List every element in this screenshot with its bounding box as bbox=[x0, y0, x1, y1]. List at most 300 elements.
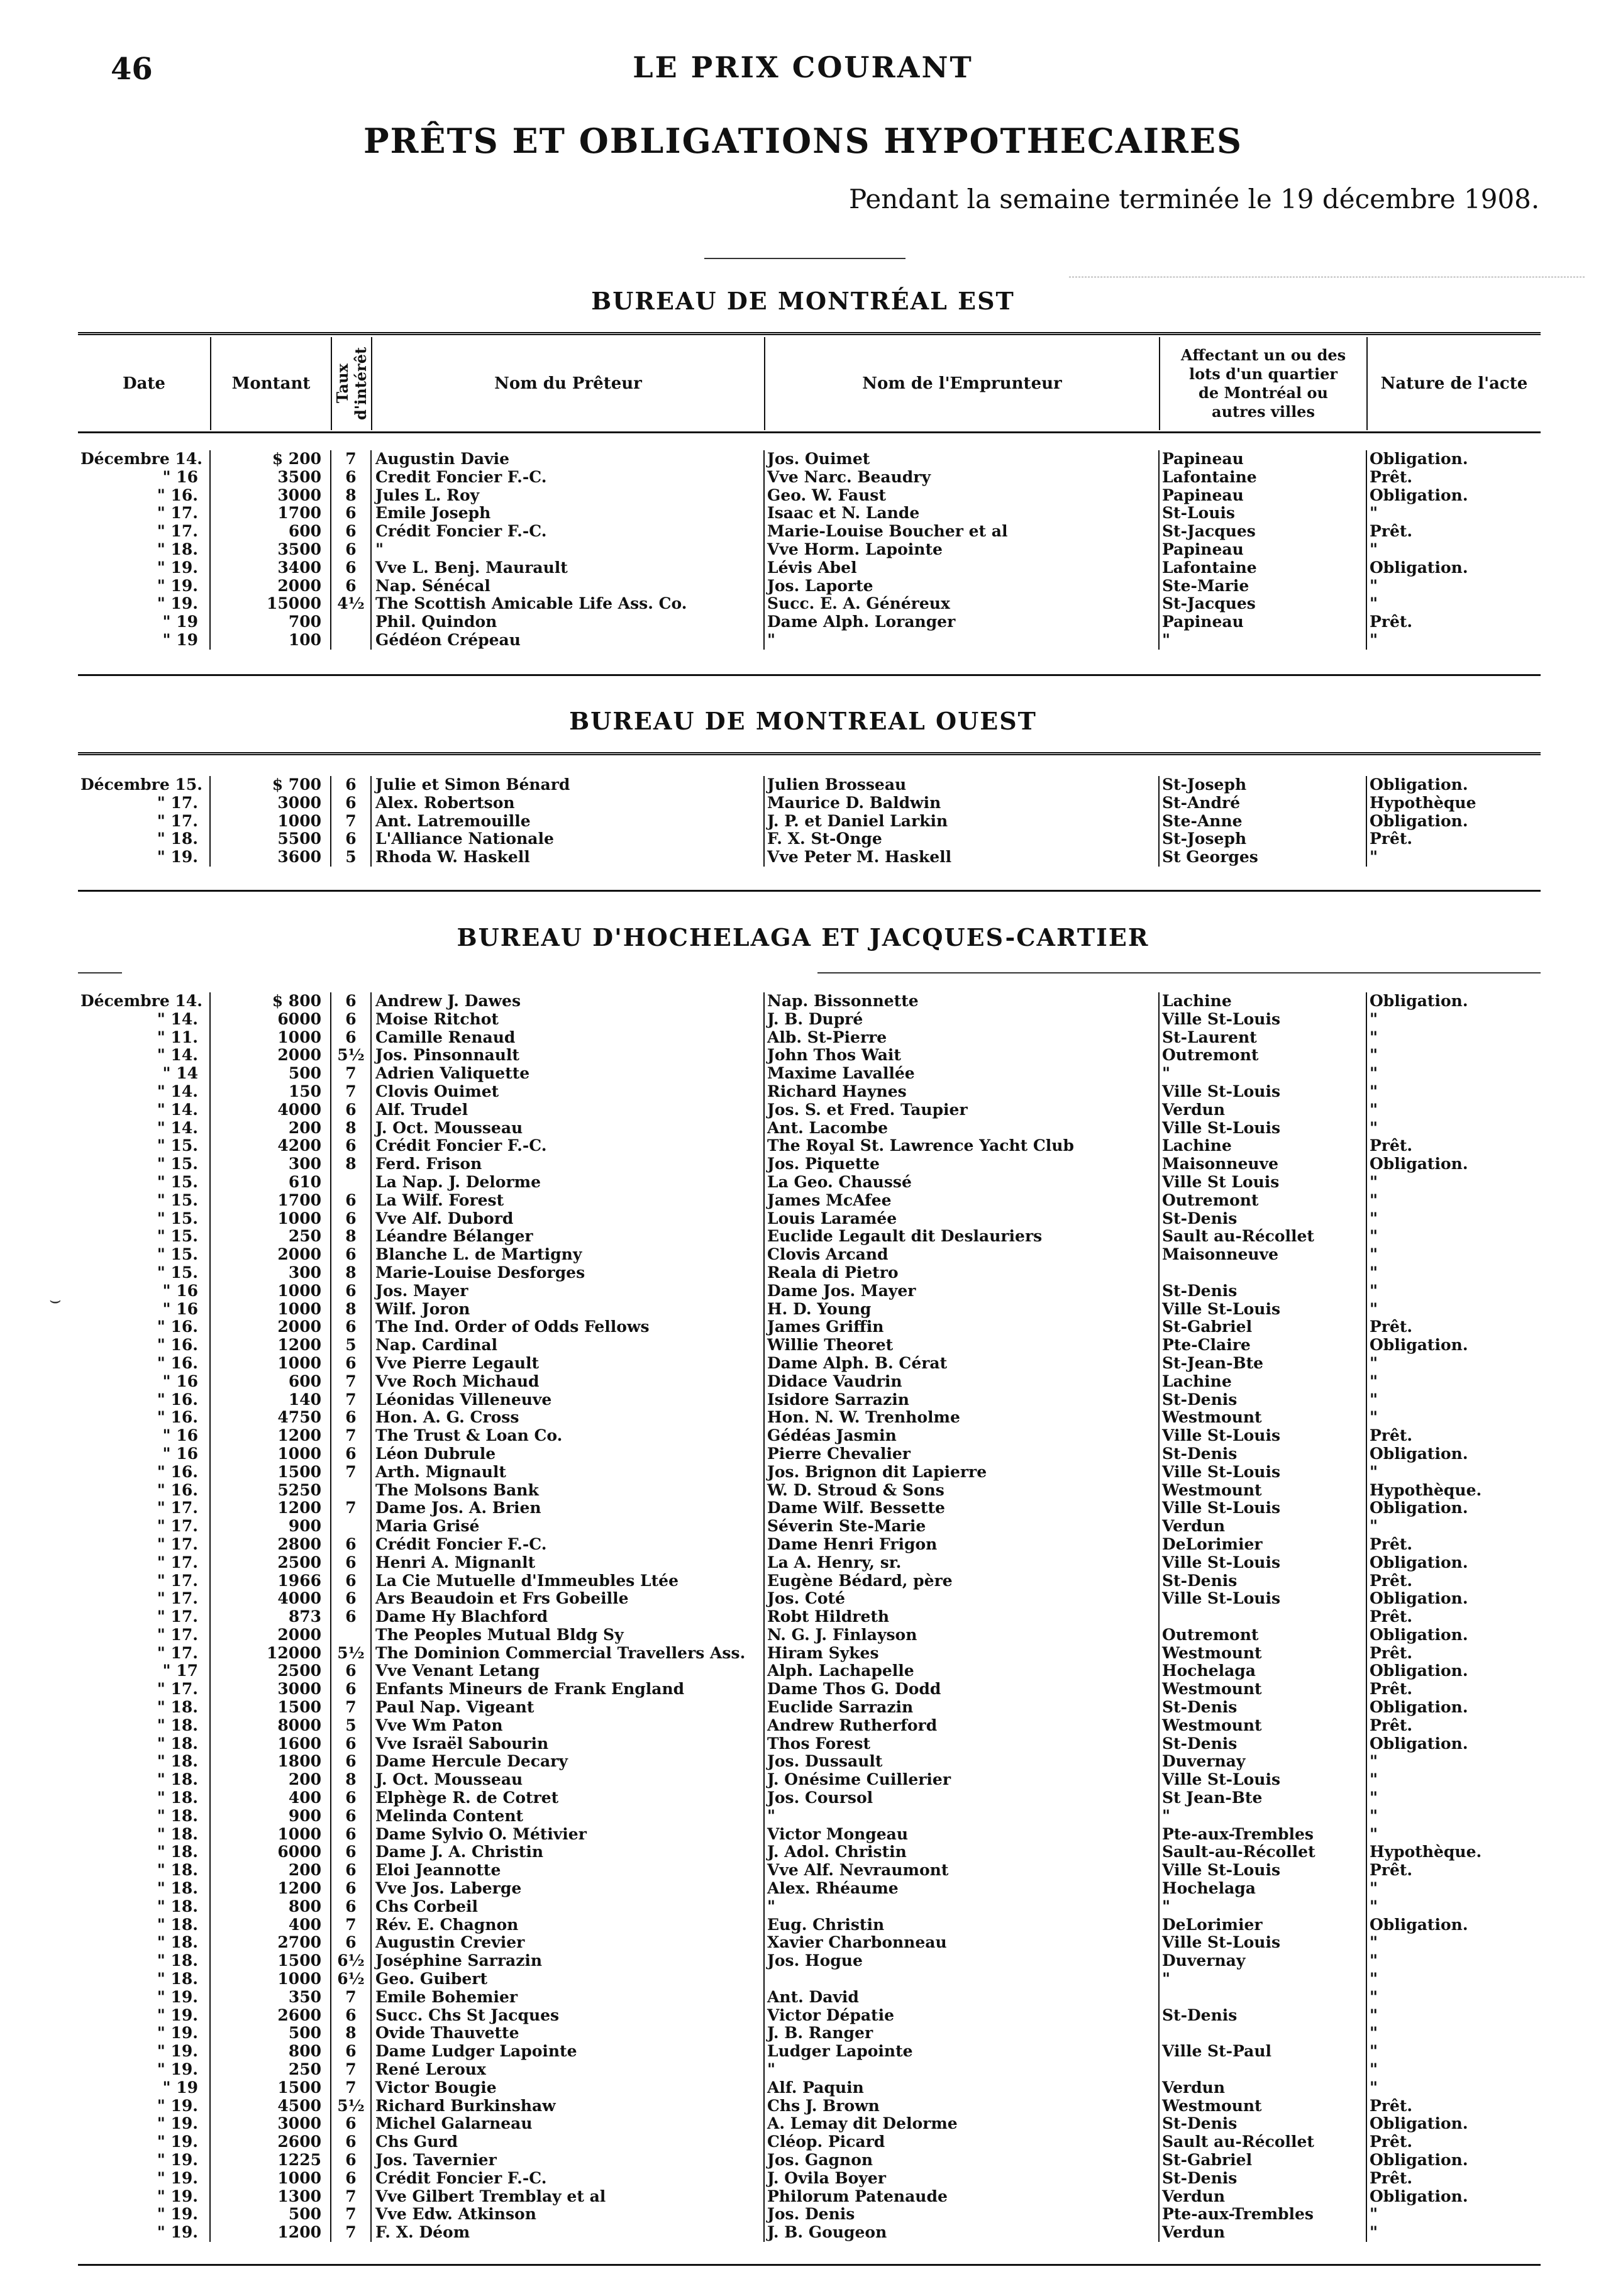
row-rate: 7 bbox=[331, 2079, 371, 2097]
row-lender: Vve Pierre Legault bbox=[371, 1355, 764, 1373]
row-location: St-Jean-Bte bbox=[1159, 1355, 1366, 1373]
table-row bbox=[78, 1916, 1541, 1934]
row-rate: 7 bbox=[331, 2224, 371, 2242]
row-location: Duvernay bbox=[1159, 1952, 1366, 1970]
row-rate: 6 bbox=[331, 1826, 371, 1844]
row-borrower: Euclide Sarrazin bbox=[764, 1699, 1159, 1717]
table-row bbox=[78, 830, 1541, 848]
row-borrower: Jos. Gagnon bbox=[764, 2151, 1159, 2170]
row-location: " bbox=[1159, 1065, 1366, 1083]
row-rate: 6 bbox=[331, 1282, 371, 1301]
row-lender: Jos. Pinsonnault bbox=[371, 1046, 764, 1065]
table-row bbox=[78, 1554, 1541, 1572]
row-borrower: Didace Vaudrin bbox=[764, 1373, 1159, 1391]
row-location: Ville St Louis bbox=[1159, 1173, 1366, 1192]
row-borrower: Ludger Lapointe bbox=[764, 2043, 1159, 2061]
row-location bbox=[1159, 1608, 1366, 1626]
row-amount: 1000 bbox=[210, 1301, 331, 1319]
row-borrower: J. Ovila Boyer bbox=[764, 2170, 1159, 2188]
row-lender: Wilf. Joron bbox=[371, 1301, 764, 1319]
row-amount: $ 200 bbox=[210, 450, 331, 469]
row-date: " 18. bbox=[157, 1861, 198, 1880]
row-lender: Adrien Valiquette bbox=[371, 1065, 764, 1083]
table-row bbox=[78, 487, 1541, 505]
row-lender: Ars Beaudoin et Frs Gobeille bbox=[371, 1590, 764, 1608]
row-nature: " bbox=[1366, 1807, 1541, 1826]
row-rate: 7 bbox=[331, 1065, 371, 1083]
table-row bbox=[78, 1517, 1541, 1536]
row-lender: Dame Jos. A. Brien bbox=[371, 1499, 764, 1517]
row-location: Verdun bbox=[1159, 2224, 1366, 2242]
row-location: Lachine bbox=[1159, 992, 1366, 1011]
row-rate: 5½ bbox=[331, 2097, 371, 2116]
row-location: Westmount bbox=[1159, 1680, 1366, 1699]
table-row bbox=[78, 2024, 1541, 2043]
table-row bbox=[78, 1482, 1541, 1500]
row-rate: 7 bbox=[331, 1391, 371, 1409]
col-header-location bbox=[1159, 337, 1366, 430]
row-amount: 2500 bbox=[210, 1662, 331, 1680]
table-row bbox=[78, 1499, 1541, 1517]
row-borrower: Succ. E. A. Généreux bbox=[764, 595, 1159, 613]
row-date: " 19. bbox=[157, 2151, 198, 2169]
row-amount: 1000 bbox=[210, 1826, 331, 1844]
row-nature: " bbox=[1366, 1065, 1541, 1083]
row-lender: Enfants Mineurs de Frank England bbox=[371, 1680, 764, 1699]
row-date: " 15. bbox=[157, 1137, 198, 1155]
row-location: Ville St-Louis bbox=[1159, 1934, 1366, 1952]
row-borrower: Pierre Chevalier bbox=[764, 1445, 1159, 1463]
row-lender: Dame Ludger Lapointe bbox=[371, 2043, 764, 2061]
table-row bbox=[78, 523, 1541, 541]
row-date: " 18. bbox=[157, 1934, 198, 1952]
row-lender: Arth. Mignault bbox=[371, 1463, 764, 1482]
row-nature: " bbox=[1366, 2079, 1541, 2097]
row-nature: " bbox=[1366, 1210, 1541, 1228]
row-rate: 6½ bbox=[331, 1970, 371, 1988]
table-row bbox=[78, 1336, 1541, 1355]
row-date: " 17. bbox=[157, 1680, 198, 1699]
row-rate: 8 bbox=[331, 1155, 371, 1173]
row-borrower: " bbox=[764, 1807, 1159, 1826]
row-nature: Prêt. bbox=[1366, 1644, 1541, 1663]
row-borrower: Jos. Hogue bbox=[764, 1952, 1159, 1970]
row-location: Lachine bbox=[1159, 1373, 1366, 1391]
row-rate: 6 bbox=[331, 2007, 371, 2025]
row-location: Ville St-Paul bbox=[1159, 2043, 1366, 2061]
row-nature: Prêt. bbox=[1366, 1318, 1541, 1336]
row-lender: Julie et Simon Bénard bbox=[371, 776, 764, 794]
row-date: " 17. bbox=[157, 1553, 198, 1572]
row-location: St-Denis bbox=[1159, 1572, 1366, 1590]
row-date: " 18. bbox=[157, 1897, 198, 1916]
row-amount: 200 bbox=[210, 1861, 331, 1880]
row-borrower: Nap. Bissonnette bbox=[764, 992, 1159, 1011]
row-location: Papineau bbox=[1159, 450, 1366, 469]
table-row bbox=[78, 1789, 1541, 1807]
row-location: St Georges bbox=[1159, 848, 1366, 867]
row-amount: 1200 bbox=[210, 1427, 331, 1445]
row-borrower: Jos. Denis bbox=[764, 2205, 1159, 2224]
table-row bbox=[78, 1536, 1541, 1554]
table-row bbox=[78, 1427, 1541, 1445]
row-nature: " bbox=[1366, 1029, 1541, 1047]
row-amount: 600 bbox=[210, 1373, 331, 1391]
row-lender: Richard Burkinshaw bbox=[371, 2097, 764, 2116]
row-nature: " bbox=[1366, 2007, 1541, 2025]
row-date: " 19. bbox=[157, 2024, 198, 2043]
location-line-1: Affectant un ou des bbox=[1180, 346, 1346, 364]
row-date: " 17. bbox=[157, 1499, 198, 1517]
row-rate: 7 bbox=[331, 1916, 371, 1934]
row-amount: 2800 bbox=[210, 1536, 331, 1554]
row-nature: Obligation. bbox=[1366, 1626, 1541, 1644]
row-amount: 6000 bbox=[210, 1011, 331, 1029]
row-rate: 6 bbox=[331, 1807, 371, 1826]
row-amount: 3000 bbox=[210, 1680, 331, 1699]
row-nature: Hypothèque. bbox=[1366, 1843, 1541, 1861]
page-bottom-rule bbox=[78, 2264, 1541, 2266]
row-amount: 4200 bbox=[210, 1137, 331, 1155]
row-date: " 14. bbox=[157, 1101, 198, 1119]
row-lender: Blanche L. de Martigny bbox=[371, 1246, 764, 1264]
row-borrower: Xavier Charbonneau bbox=[764, 1934, 1159, 1952]
table-row bbox=[78, 812, 1541, 831]
row-location bbox=[1159, 1988, 1366, 2007]
row-lender: The Peoples Mutual Bldg Sy bbox=[371, 1626, 764, 1644]
row-amount: 1600 bbox=[210, 1735, 331, 1753]
table-row bbox=[78, 450, 1541, 469]
table-row bbox=[78, 2224, 1541, 2242]
row-lender: Vve Venant Letang bbox=[371, 1662, 764, 1680]
row-lender: Clovis Ouimet bbox=[371, 1083, 764, 1101]
row-borrower: Jos. Laporte bbox=[764, 577, 1159, 596]
table-row bbox=[78, 1807, 1541, 1826]
table-row bbox=[78, 1861, 1541, 1880]
row-amount: 1000 bbox=[210, 1282, 331, 1301]
row-lender: Andrew J. Dawes bbox=[371, 992, 764, 1011]
row-nature: Prêt. bbox=[1366, 523, 1541, 541]
row-location: DeLorimier bbox=[1159, 1916, 1366, 1934]
row-location: St-Louis bbox=[1159, 504, 1366, 523]
row-nature: Obligation. bbox=[1366, 812, 1541, 831]
row-lender: Augustin Davie bbox=[371, 450, 764, 469]
table-row bbox=[78, 2115, 1541, 2133]
section-ouest-end-rule bbox=[78, 890, 1541, 892]
table-row bbox=[78, 1210, 1541, 1228]
row-borrower: Richard Haynes bbox=[764, 1083, 1159, 1101]
row-nature: Obligation. bbox=[1366, 1735, 1541, 1753]
row-rate: 6 bbox=[331, 1843, 371, 1861]
row-borrower: Clovis Arcand bbox=[764, 1246, 1159, 1264]
table-row bbox=[78, 1735, 1541, 1753]
row-date: " 19 bbox=[162, 2078, 198, 2097]
row-nature: " bbox=[1366, 2205, 1541, 2224]
row-lender: The Scottish Amicable Life Ass. Co. bbox=[371, 595, 764, 613]
row-rate: 6 bbox=[331, 1192, 371, 1210]
row-date: " 16. bbox=[157, 1409, 198, 1427]
row-nature: " bbox=[1366, 1391, 1541, 1409]
row-nature: Obligation. bbox=[1366, 559, 1541, 577]
table-row bbox=[78, 1717, 1541, 1735]
row-nature: Prêt. bbox=[1366, 2133, 1541, 2151]
row-amount: 3400 bbox=[210, 559, 331, 577]
row-date: " 19. bbox=[157, 2115, 198, 2133]
row-lender: Alf. Trudel bbox=[371, 1101, 764, 1119]
row-amount: 3500 bbox=[210, 541, 331, 559]
row-location: St-André bbox=[1159, 794, 1366, 812]
row-amount: 1500 bbox=[210, 1952, 331, 1970]
row-date: " 16 bbox=[162, 1282, 198, 1300]
row-location: Maisonneuve bbox=[1159, 1246, 1366, 1264]
row-location: Pte-aux-Trembles bbox=[1159, 1826, 1366, 1844]
row-date: " 16. bbox=[157, 1463, 198, 1481]
row-rate: 7 bbox=[331, 2188, 371, 2206]
row-date: " 14 bbox=[162, 1065, 198, 1083]
row-location: Ville St-Louis bbox=[1159, 1119, 1366, 1138]
row-borrower: Séverin Ste-Marie bbox=[764, 1517, 1159, 1536]
col-header-rate bbox=[331, 337, 371, 430]
table-row bbox=[78, 2061, 1541, 2079]
row-rate: 5 bbox=[331, 1336, 371, 1355]
row-date: " 17. bbox=[157, 794, 198, 812]
row-lender: Crédit Foncier F.-C. bbox=[371, 1137, 764, 1155]
row-date: " 17. bbox=[157, 1590, 198, 1608]
row-nature: " bbox=[1366, 1771, 1541, 1789]
row-location: Ville St-Louis bbox=[1159, 1301, 1366, 1319]
row-location bbox=[1159, 2024, 1366, 2043]
row-date: " 17. bbox=[157, 812, 198, 830]
row-nature: " bbox=[1366, 1409, 1541, 1427]
row-amount: 1000 bbox=[210, 1970, 331, 1988]
row-nature: Obligation. bbox=[1366, 1155, 1541, 1173]
row-rate: 7 bbox=[331, 2061, 371, 2079]
row-amount: 1200 bbox=[210, 1336, 331, 1355]
row-borrower: The Royal St. Lawrence Yacht Club bbox=[764, 1137, 1159, 1155]
row-borrower: Isaac et N. Lande bbox=[764, 504, 1159, 523]
table-row bbox=[78, 1228, 1541, 1246]
table-row bbox=[78, 2133, 1541, 2151]
row-borrower: Vve Peter M. Haskell bbox=[764, 848, 1159, 867]
row-rate: 7 bbox=[331, 1427, 371, 1445]
table-row bbox=[78, 1463, 1541, 1482]
row-date: Décembre 15. bbox=[80, 776, 202, 794]
row-nature: Hypothèque. bbox=[1366, 1482, 1541, 1500]
row-amount: 800 bbox=[210, 1898, 331, 1916]
table-row bbox=[78, 1880, 1541, 1898]
row-borrower: Philorum Patenaude bbox=[764, 2188, 1159, 2206]
row-location: Ville St-Louis bbox=[1159, 1590, 1366, 1608]
table-row bbox=[78, 794, 1541, 812]
row-borrower: Eug. Christin bbox=[764, 1916, 1159, 1934]
row-date: " 17. bbox=[157, 1644, 198, 1662]
table-row bbox=[78, 2170, 1541, 2188]
journal-title: LE PRIX COURANT bbox=[633, 50, 973, 84]
row-nature: " bbox=[1366, 1083, 1541, 1101]
row-date: " 17. bbox=[157, 1608, 198, 1626]
row-rate: 8 bbox=[331, 1301, 371, 1319]
col-header-amount: Montant bbox=[210, 337, 331, 430]
row-location: Verdun bbox=[1159, 1101, 1366, 1119]
row-nature: Prêt. bbox=[1366, 1861, 1541, 1880]
row-date: " 18. bbox=[157, 1880, 198, 1898]
row-date: " 18. bbox=[157, 1789, 198, 1807]
row-lender: Henri A. Mignanlt bbox=[371, 1554, 764, 1572]
row-nature: " bbox=[1366, 1517, 1541, 1536]
row-amount: 1500 bbox=[210, 2079, 331, 2097]
row-location: St-Jacques bbox=[1159, 595, 1366, 613]
row-lender: Léonidas Villeneuve bbox=[371, 1391, 764, 1409]
row-lender: Gédéon Crépeau bbox=[371, 631, 764, 650]
row-borrower: " bbox=[764, 1898, 1159, 1916]
row-borrower: N. G. J. Finlayson bbox=[764, 1626, 1159, 1644]
row-date: " 19. bbox=[157, 2187, 198, 2205]
row-lender: Alex. Robertson bbox=[371, 794, 764, 812]
row-rate: 5½ bbox=[331, 1644, 371, 1663]
table-row bbox=[78, 1680, 1541, 1699]
row-borrower: James Griffin bbox=[764, 1318, 1159, 1336]
row-location: Papineau bbox=[1159, 613, 1366, 631]
row-borrower: Robt Hildreth bbox=[764, 1608, 1159, 1626]
table-row bbox=[78, 1029, 1541, 1047]
row-rate: 6 bbox=[331, 1355, 371, 1373]
row-date: " 19 bbox=[162, 613, 198, 631]
row-date: " 18. bbox=[157, 1771, 198, 1789]
row-amount: 900 bbox=[210, 1807, 331, 1826]
row-date: " 14. bbox=[157, 1119, 198, 1137]
table-row bbox=[78, 559, 1541, 577]
row-nature: Obligation. bbox=[1366, 992, 1541, 1011]
table-row bbox=[78, 1119, 1541, 1138]
row-lender: La Nap. J. Delorme bbox=[371, 1173, 764, 1192]
row-lender: " bbox=[371, 541, 764, 559]
row-nature: " bbox=[1366, 1880, 1541, 1898]
row-borrower: Jos. Piquette bbox=[764, 1155, 1159, 1173]
row-amount: 500 bbox=[210, 2024, 331, 2043]
row-lender: Michel Galarneau bbox=[371, 2115, 764, 2133]
row-amount: 1000 bbox=[210, 1029, 331, 1047]
row-borrower: La A. Henry, sr. bbox=[764, 1554, 1159, 1572]
row-lender: Dame J. A. Christin bbox=[371, 1843, 764, 1861]
row-location: Pte-Claire bbox=[1159, 1336, 1366, 1355]
row-lender: Dame Sylvio O. Métivier bbox=[371, 1826, 764, 1844]
row-amount: 12000 bbox=[210, 1644, 331, 1663]
row-location: DeLorimier bbox=[1159, 1536, 1366, 1554]
row-rate: 7 bbox=[331, 1373, 371, 1391]
row-nature: Obligation. bbox=[1366, 2151, 1541, 2170]
row-borrower: H. D. Young bbox=[764, 1301, 1159, 1319]
row-borrower: Alb. St-Pierre bbox=[764, 1029, 1159, 1047]
row-lender: Chs Gurd bbox=[371, 2133, 764, 2151]
row-borrower: Gédéas Jasmin bbox=[764, 1427, 1159, 1445]
row-rate: 6 bbox=[331, 2151, 371, 2170]
row-nature: Prêt. bbox=[1366, 2170, 1541, 2188]
row-rate bbox=[331, 631, 371, 650]
row-rate: 6 bbox=[331, 1880, 371, 1898]
row-nature: " bbox=[1366, 1355, 1541, 1373]
row-date: " 16. bbox=[157, 1336, 198, 1355]
row-lender: The Dominion Commercial Travellers Ass. bbox=[371, 1644, 764, 1663]
row-nature: " bbox=[1366, 1101, 1541, 1119]
row-date: " 16. bbox=[157, 1354, 198, 1372]
row-lender: The Ind. Order of Odds Fellows bbox=[371, 1318, 764, 1336]
row-location: Outremont bbox=[1159, 1192, 1366, 1210]
row-nature: " bbox=[1366, 1282, 1541, 1301]
row-nature: " bbox=[1366, 1264, 1541, 1282]
row-location: St-Denis bbox=[1159, 2007, 1366, 2025]
row-amount: 600 bbox=[210, 523, 331, 541]
row-borrower: Reala di Pietro bbox=[764, 1264, 1159, 1282]
row-lender: Chs Corbeil bbox=[371, 1898, 764, 1916]
table-row bbox=[78, 1843, 1541, 1861]
section-est-end-rule bbox=[78, 674, 1541, 676]
location-line-2: lots d'un quartier bbox=[1188, 365, 1337, 383]
row-nature: " bbox=[1366, 1119, 1541, 1138]
table-row bbox=[78, 2188, 1541, 2206]
row-lender: Léon Dubrule bbox=[371, 1445, 764, 1463]
row-amount: 8000 bbox=[210, 1717, 331, 1735]
row-amount: 1200 bbox=[210, 2224, 331, 2242]
table-row bbox=[78, 1011, 1541, 1029]
row-location: Westmount bbox=[1159, 1717, 1366, 1735]
row-borrower: Jos. Dussault bbox=[764, 1753, 1159, 1771]
row-date: " 15. bbox=[157, 1209, 198, 1228]
row-borrower: Dame Jos. Mayer bbox=[764, 1282, 1159, 1301]
row-location: St-Joseph bbox=[1159, 776, 1366, 794]
row-borrower: La Geo. Chaussé bbox=[764, 1173, 1159, 1192]
row-borrower: Vve Alf. Nevraumont bbox=[764, 1861, 1159, 1880]
ledger-table-est bbox=[78, 450, 1541, 650]
row-rate: 6 bbox=[331, 541, 371, 559]
row-borrower: A. Lemay dit Delorme bbox=[764, 2115, 1159, 2133]
row-date: " 16 bbox=[162, 1427, 198, 1445]
row-amount: 2700 bbox=[210, 1934, 331, 1952]
row-rate bbox=[331, 1517, 371, 1536]
row-date: " 18. bbox=[157, 1843, 198, 1861]
table-row bbox=[78, 2043, 1541, 2061]
row-lender: Hon. A. G. Cross bbox=[371, 1409, 764, 1427]
row-borrower: James McAfee bbox=[764, 1192, 1159, 1210]
row-rate: 6 bbox=[331, 2043, 371, 2061]
row-rate: 6 bbox=[331, 1735, 371, 1753]
row-location: St-Denis bbox=[1159, 1391, 1366, 1409]
row-lender: Vve Jos. Laberge bbox=[371, 1880, 764, 1898]
table-row bbox=[78, 1753, 1541, 1771]
row-date: " 18. bbox=[157, 1825, 198, 1843]
row-date: " 16. bbox=[157, 1481, 198, 1499]
row-borrower: W. D. Stroud & Sons bbox=[764, 1482, 1159, 1500]
row-lender: Vve Alf. Dubord bbox=[371, 1210, 764, 1228]
row-nature: Obligation. bbox=[1366, 1336, 1541, 1355]
row-nature: Obligation. bbox=[1366, 1662, 1541, 1680]
row-lender: F. X. Déom bbox=[371, 2224, 764, 2242]
row-location: Ville St-Louis bbox=[1159, 1427, 1366, 1445]
table-row bbox=[78, 1626, 1541, 1644]
table-row bbox=[78, 1608, 1541, 1626]
row-date: " 19. bbox=[157, 1988, 198, 2006]
row-location: Sault-au-Récollet bbox=[1159, 1843, 1366, 1861]
header-bottom-rule bbox=[78, 431, 1541, 433]
row-lender: Moise Ritchot bbox=[371, 1011, 764, 1029]
table-row bbox=[78, 1065, 1541, 1083]
row-nature: Prêt. bbox=[1366, 830, 1541, 848]
row-date: " 16. bbox=[157, 1318, 198, 1336]
row-rate: 6 bbox=[331, 1590, 371, 1608]
row-borrower: Euclide Legault dit Deslauriers bbox=[764, 1228, 1159, 1246]
table-row bbox=[78, 1988, 1541, 2007]
table-row bbox=[78, 776, 1541, 794]
row-lender: Camille Renaud bbox=[371, 1029, 764, 1047]
